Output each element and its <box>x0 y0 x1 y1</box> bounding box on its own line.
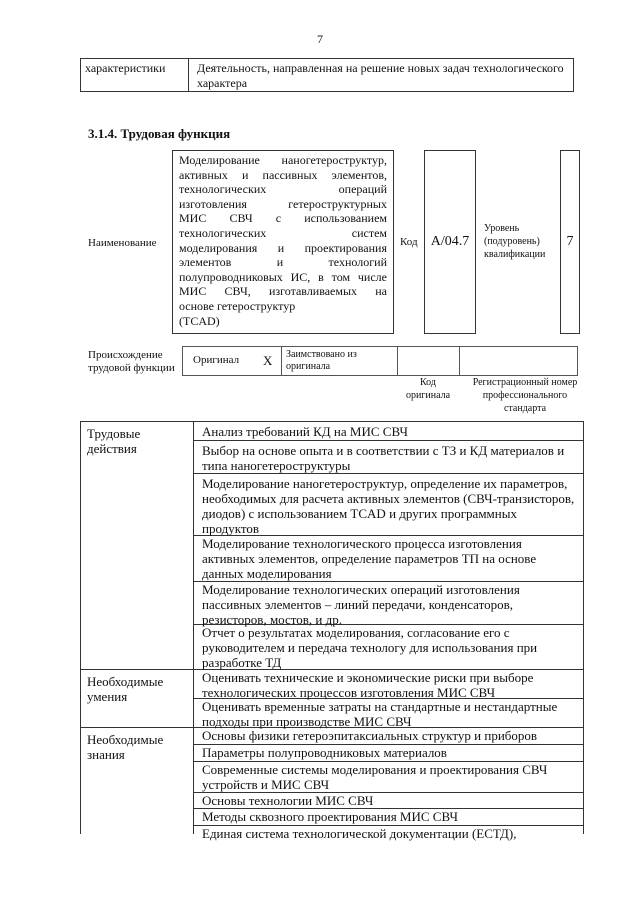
table-row <box>194 422 583 441</box>
caption-line: оригинала <box>405 390 451 401</box>
row-line: Единая система технологической документации (ЕСТД), <box>202 826 517 841</box>
section-heading-line: Трудовые <box>87 426 141 441</box>
row-line: технологических процессов изготовления МИС СВЧ <box>202 685 496 700</box>
caption-line: Код <box>420 377 436 388</box>
row-line: Современные системы моделирования и проектирования СВЧ <box>202 762 548 777</box>
row-line: подходы при производстве МИС СВЧ <box>202 714 412 729</box>
origin-table <box>182 346 578 376</box>
level-label-line: (подуровень) <box>484 236 540 247</box>
function-name-line: технологических систем <box>179 225 387 240</box>
table-row <box>194 699 583 728</box>
row-line: Моделирование технологических операций изготовления <box>202 582 520 597</box>
row-line: Оценивать временные затраты на стандартные и нестандартные <box>202 699 558 714</box>
row-line: данных моделирования <box>202 566 332 581</box>
original-mark: X <box>263 353 273 368</box>
section-heading <box>81 728 193 838</box>
caption-line: профессионального <box>482 390 568 401</box>
function-name-line: изготовления гетероструктурных <box>179 196 387 211</box>
table-row <box>194 536 583 582</box>
characteristics-label: характеристики <box>81 59 189 91</box>
table-row <box>194 441 583 474</box>
table-row <box>194 809 583 826</box>
section-heading-line: Необходимые <box>87 674 164 689</box>
origin-label-line: трудовой функции <box>88 362 175 374</box>
function-name-line: МИС СВЧ с использованием <box>179 211 387 226</box>
function-name-line: (TCAD) <box>179 313 220 328</box>
table-row <box>194 762 583 793</box>
table-row <box>194 728 583 745</box>
caption-line: стандарта <box>503 403 547 414</box>
characteristics-value: Деятельность, направленная на решение новых задач технологического характера <box>197 61 564 90</box>
row-line: Оценивать технические и экономические риски при выборе <box>202 670 534 685</box>
row-line: Параметры полупроводниковых материалов <box>202 745 447 760</box>
characteristics-table <box>80 58 574 92</box>
row-line: Основы физики гетероэпитаксиальных структур и приборов <box>202 728 538 743</box>
row-line: Основы технологии МИС СВЧ <box>202 793 374 808</box>
labor-functions-table <box>80 421 584 841</box>
section-title: 3.1.4. Трудовая функция <box>88 126 231 141</box>
row-line: руководителем и передача технологу для использования при <box>202 640 538 655</box>
original-code-caption <box>398 376 458 402</box>
section-heading-line: Необходимые <box>87 732 164 747</box>
name-label: Наименование <box>88 237 157 249</box>
registration-number-cell <box>459 347 577 375</box>
row-line: разработке ТД <box>202 655 282 670</box>
borrowed-line: оригинала <box>286 361 331 372</box>
registration-number-caption <box>460 376 590 415</box>
table-row <box>194 670 583 699</box>
original-code-cell <box>397 347 459 375</box>
row-line: Методы сквозного проектирования МИС СВЧ <box>202 809 458 824</box>
function-name-line: активных и пассивных элементов, <box>179 167 387 182</box>
row-line: Моделирование наногетероструктур, определение их параметров, <box>202 476 568 491</box>
section-heading <box>81 422 193 670</box>
section-heading-line: действия <box>87 441 137 456</box>
borrowed-cell <box>281 347 397 375</box>
page-number: 7 <box>317 32 323 46</box>
row-line: Моделирование технологического процесса изготовления <box>202 536 522 551</box>
level-label-line: Уровень <box>484 223 520 234</box>
table-row <box>194 582 583 625</box>
section-heading-line: знания <box>87 747 125 762</box>
row-line: необходимых для расчета активных элементов (СВЧ-транзисторов, <box>202 491 575 506</box>
function-name-box <box>172 150 394 334</box>
table-row <box>194 826 583 842</box>
function-name-line: технологических операций <box>179 182 387 197</box>
level-label-line: квалификации <box>484 249 546 260</box>
row-line: активных элементов, определение параметров ТП на основе <box>202 551 537 566</box>
function-name-line: МИС СВЧ, изготавливаемых на <box>179 284 387 299</box>
function-name-line: Моделирование наногетероструктур, <box>179 153 387 167</box>
row-line: устройств и МИС СВЧ <box>202 777 330 792</box>
row-line: продуктов <box>202 521 259 536</box>
function-name-line: элементов и технологий <box>179 255 387 270</box>
row-line: Выбор на основе опыта и в соответствии с ТЗ и КД материалов и <box>202 443 565 458</box>
level-box <box>560 150 580 334</box>
level-value: 7 <box>566 234 574 249</box>
function-name-line: полупроводниковых ИС, в том числе <box>179 269 387 284</box>
table-row <box>194 793 583 809</box>
row-line: Анализ требований КД на МИС СВЧ <box>202 424 408 439</box>
row-line: типа наногетероструктуры <box>202 458 351 473</box>
code-box <box>424 150 476 334</box>
row-line: диодов) с использованием TCAD и других программных <box>202 506 517 521</box>
function-name-line: основе гетероструктур <box>179 298 296 313</box>
table-row <box>194 745 583 762</box>
row-line: пассивных элементов – линий передачи, конденсаторов, <box>202 597 513 612</box>
original-label: Оригинал <box>193 354 240 366</box>
level-label <box>484 222 545 261</box>
origin-label-line: Происхождение <box>88 349 163 361</box>
origin-label <box>88 349 175 375</box>
section-heading-line: умения <box>87 689 128 704</box>
function-name-line: моделирования и проектирования <box>179 240 387 255</box>
code-value: A/04.7 <box>430 234 470 249</box>
section-heading <box>81 670 193 728</box>
table-row <box>194 474 583 536</box>
code-label: Код <box>400 236 418 248</box>
table-row <box>194 625 583 670</box>
row-line: Отчет о результатах моделирования, согласование его с <box>202 625 510 640</box>
row-line: резисторов, мостов, и др. <box>202 612 342 627</box>
caption-line: Регистрационный номер <box>472 377 578 388</box>
borrowed-line: Заимствовано из <box>286 349 357 360</box>
